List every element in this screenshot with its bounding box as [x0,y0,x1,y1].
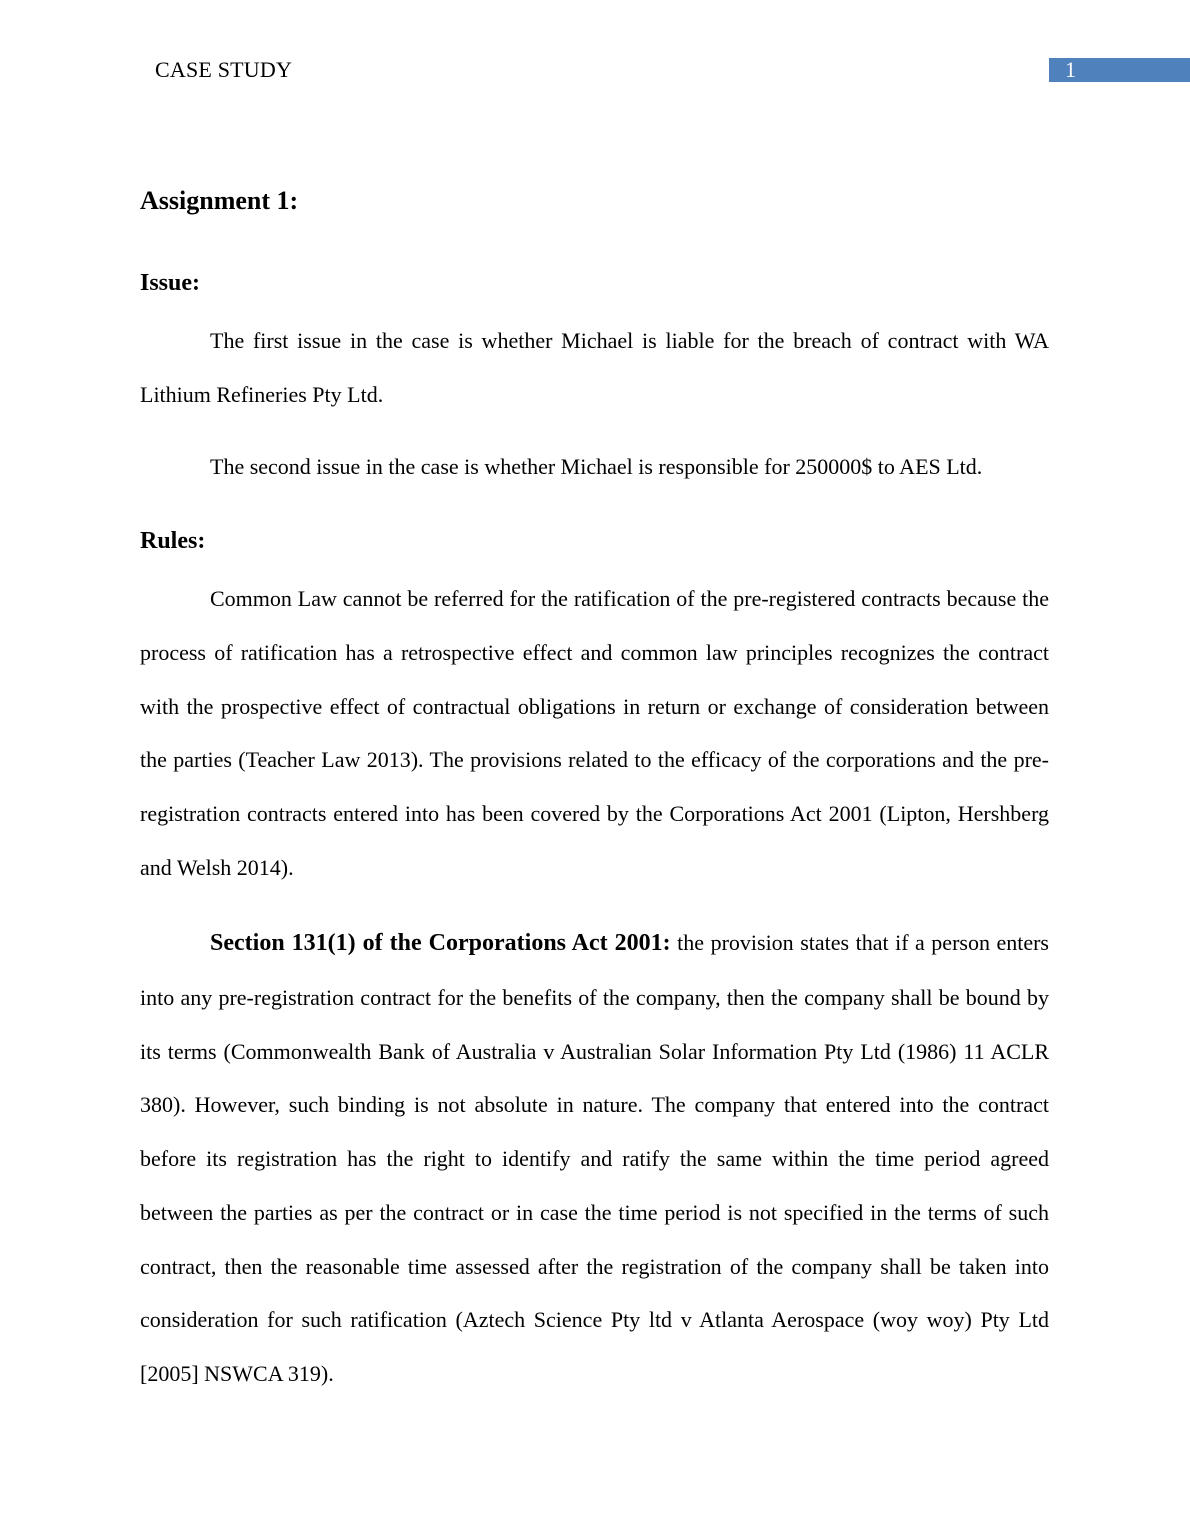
header-title: CASE STUDY [155,57,293,82]
section-131-paragraph [140,916,1049,1401]
page-number-bar [1049,58,1190,82]
issue-heading: Issue: [140,270,201,296]
section-131-label: Section 131(1) of the Corporations Act 2001: [210,930,671,956]
page-number: 1 [1065,57,1076,82]
issue-paragraph-2: The second issue in the case is whether Michael is responsible for 250000$ to AES Ltd. [210,454,983,479]
rules-paragraph-1: Common Law cannot be referred for the ratification of the pre-registered contracts because the process of ratification has a retrospective effect and common law principles recognizes the contract with the prospective effect of contractual obligations in return or exchange of consideration between the parties (Teacher Law 2013). The provisions related to the efficacy of the corporations and the pre-registration contracts entered into has been covered by the Corporations Act 2001 (Lipton, Hershberg and Welsh 2014). [140,586,1049,880]
issue-paragraph-1: The first issue in the case is whether Michael is liable for the breach of contract with WA Lithium Refineries Pty Ltd. [140,328,1049,407]
rules-heading: Rules: [140,528,206,554]
assignment-title: Assignment 1: [140,186,299,215]
section-131-text: the provision states that if a person enters into any pre-registration contract for the benefits of the company, then the company shall be bound by its terms (Commonwealth Bank of Australia v Australian Solar Information Pty Ltd (1986) 11 ACLR 380). However, such binding is not absolute in nature. The company that entered into the contract before its registration has the right to identify and ratify the same within the time period agreed between the parties as per the contract or in case the time period is not specified in the terms of such contract, then the reasonable time assessed after the registration of the company shall be taken into consideration for such ratification (Aztech Science Pty ltd v Atlanta Aerospace (woy woy) Pty Ltd [2005] NSWCA 319). [140,930,1049,1386]
